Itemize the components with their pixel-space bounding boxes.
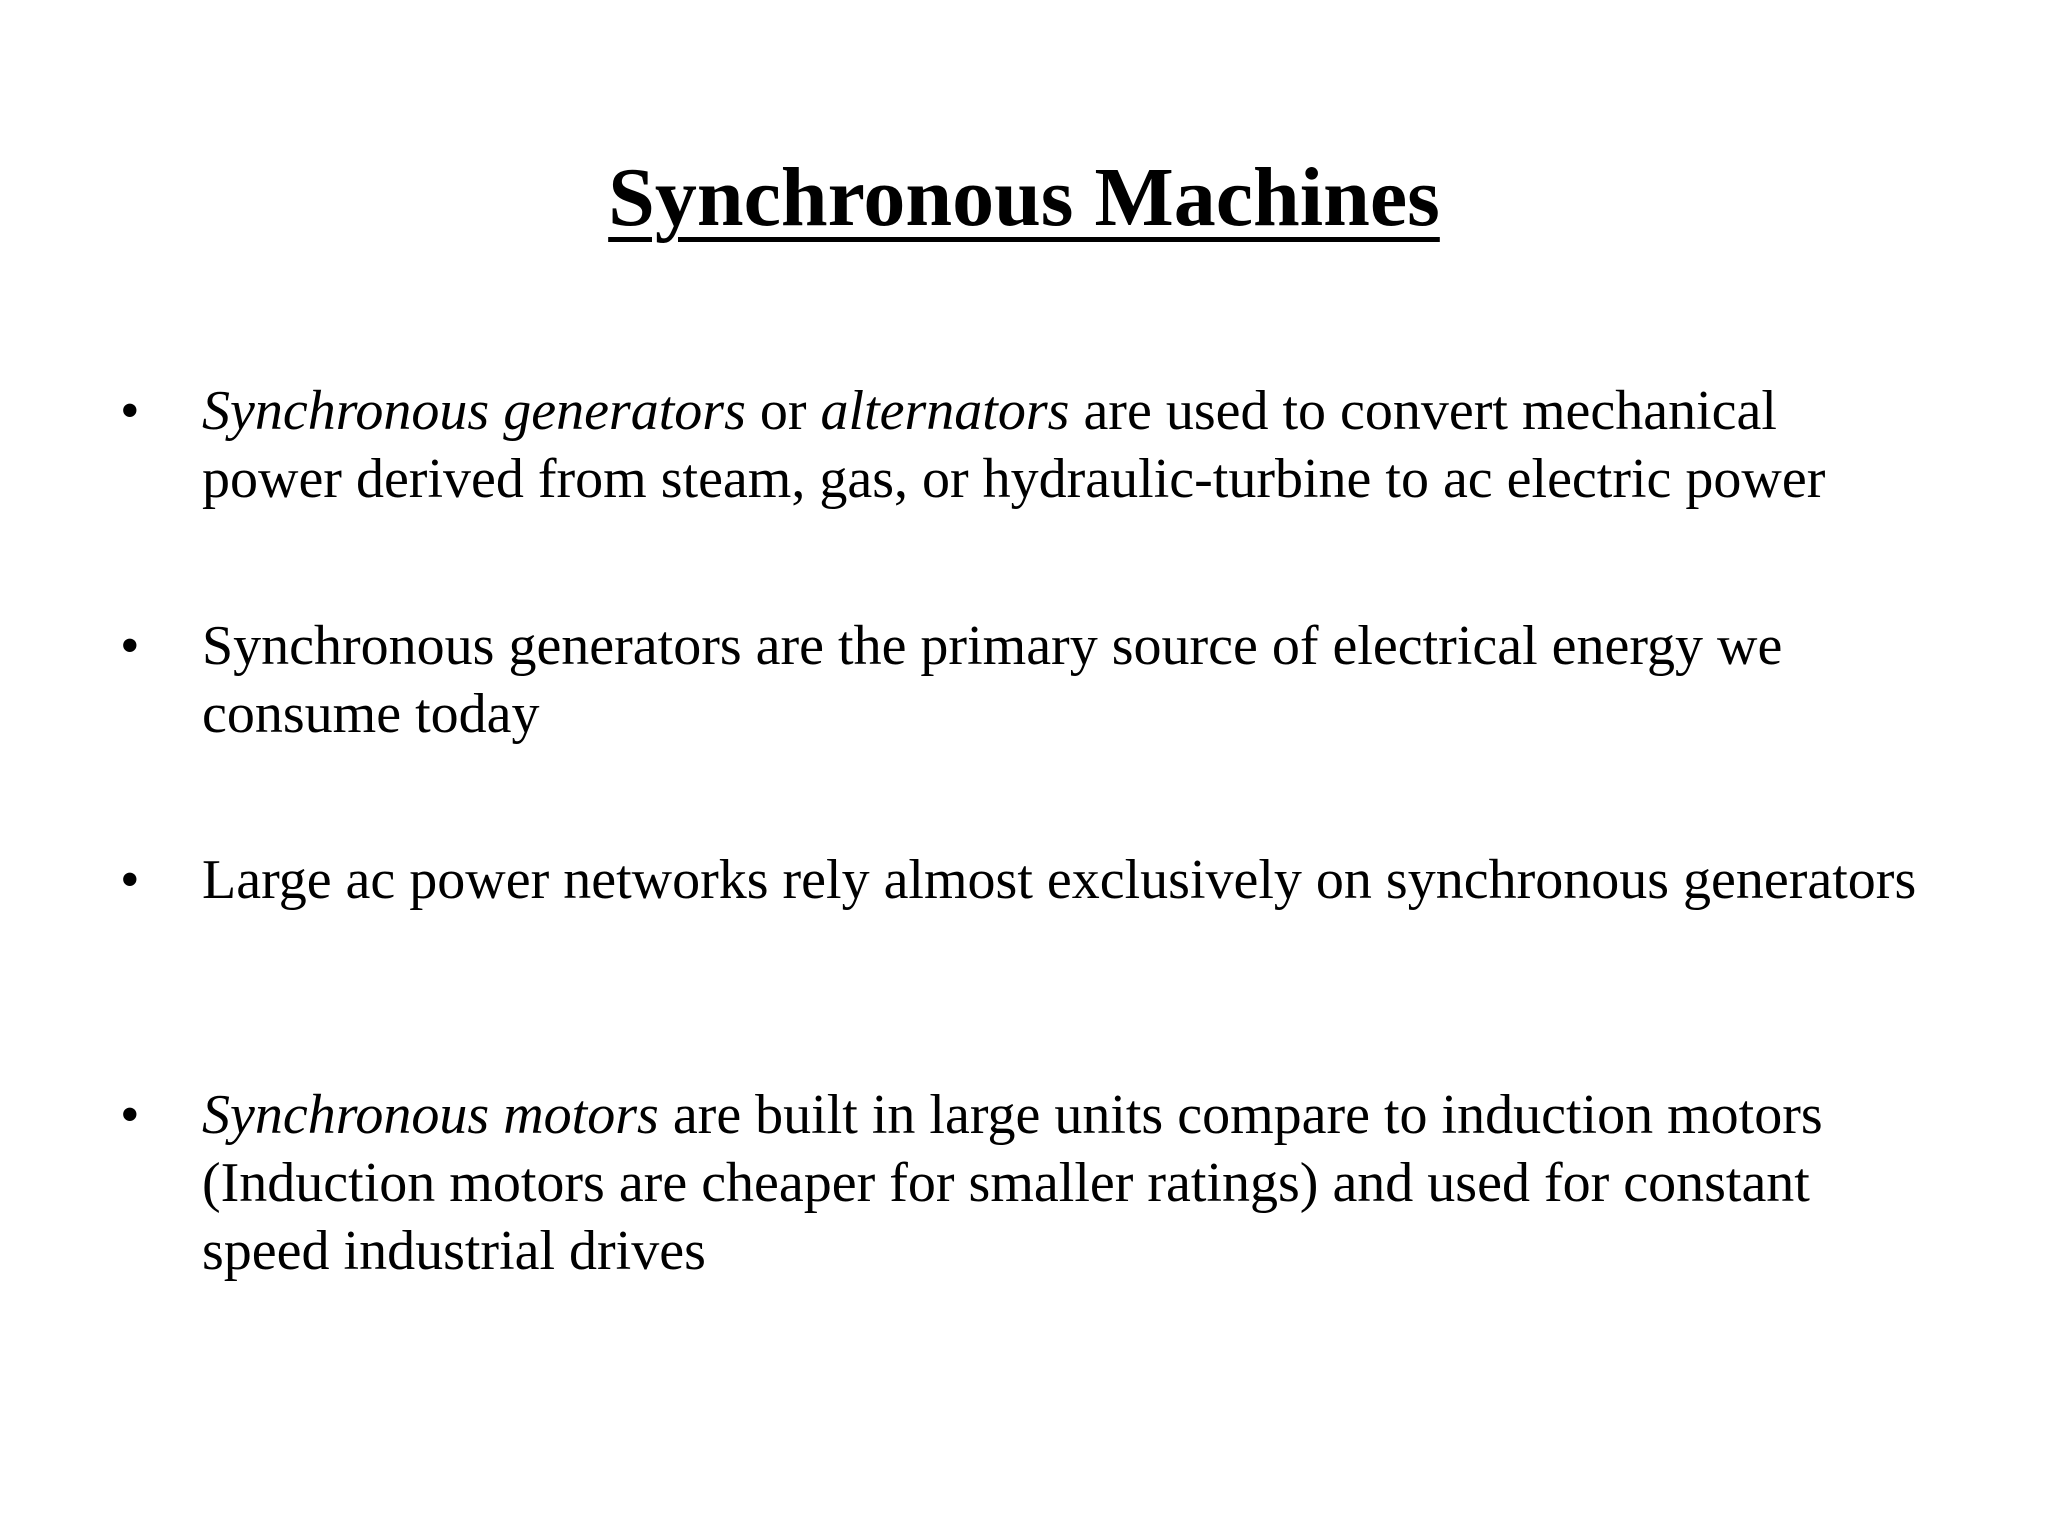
italic-term: Synchronous motors (202, 1084, 659, 1146)
body-text: are used to convert mechanical power derived from steam, gas, or hydraulic-turbine to ac electric power (202, 380, 1826, 510)
italic-term: Synchronous generators (202, 380, 746, 442)
bullet-dot-icon: • (120, 615, 140, 677)
bullet-text: Synchronous generators are the primary source of electrical energy we consume today (202, 615, 1783, 745)
slide-title-text: Synchronous Machines (608, 151, 1440, 244)
bullet-dot-icon: • (120, 849, 140, 911)
bullet-text: Large ac power networks rely almost exclusively on synchronous generators (202, 849, 1917, 911)
connector-text: or (745, 380, 821, 442)
bullet-dot-icon: • (120, 1084, 140, 1146)
body-text: are built in large units compare to induction motors (Induction motors are cheaper for smaller ratings) and used for constant speed industrial drives (202, 1084, 1823, 1282)
bullet-text (202, 377, 1922, 513)
italic-term: alternators (820, 380, 1070, 442)
bullet-text (202, 1081, 1922, 1285)
bullet-dot-icon: • (120, 380, 140, 442)
